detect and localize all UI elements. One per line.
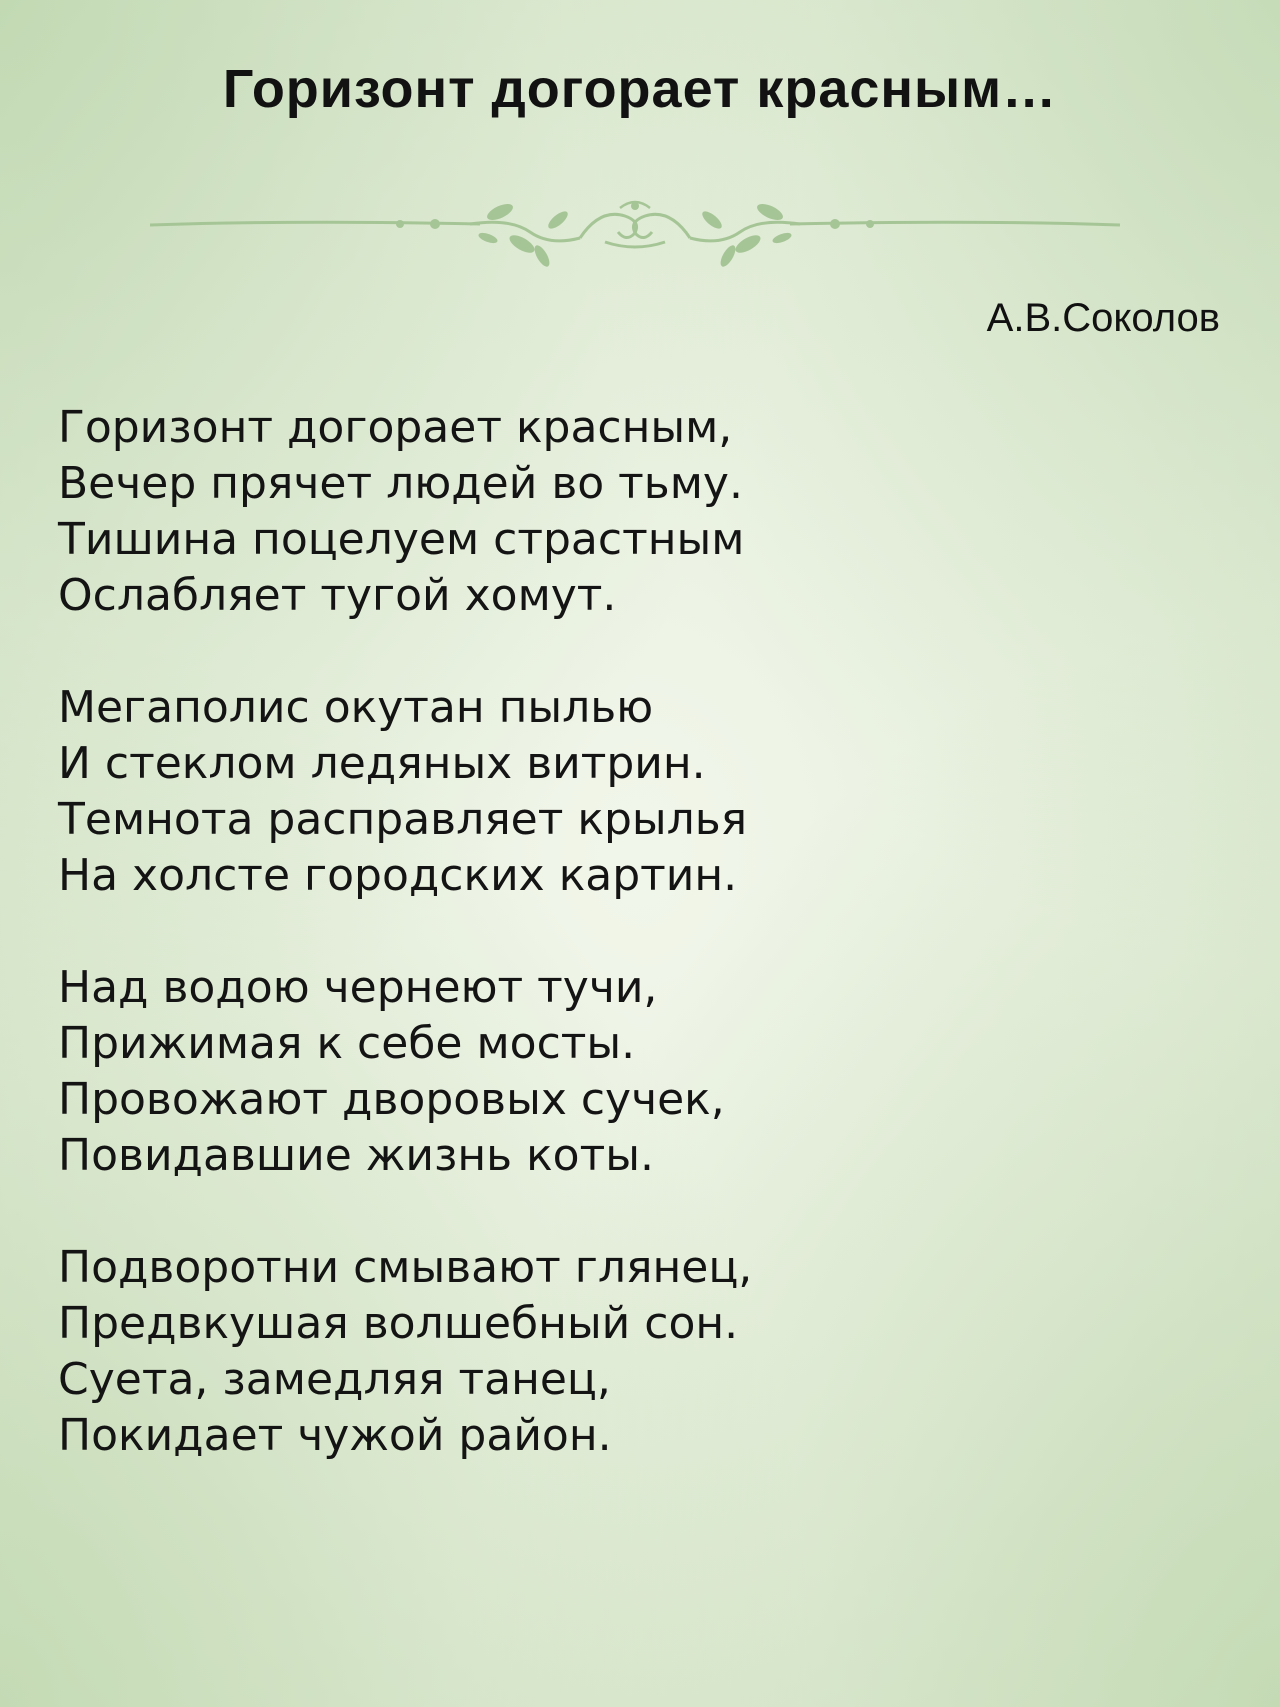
poem-line: Покидает чужой район.: [58, 1410, 612, 1461]
poem-line: На холсте городских картин.: [58, 850, 738, 901]
poem-line: Темнота расправляет крылья: [58, 794, 748, 845]
poem-line: И стеклом ледяных витрин.: [58, 738, 706, 789]
poem-line: Вечер прячет людей во тьму.: [58, 458, 743, 509]
poem-line: Над водою чернеют тучи,: [58, 962, 658, 1013]
poem-line: Суета, замедляя танец,: [58, 1354, 611, 1405]
poem-line: Подворотни смывают глянец,: [58, 1242, 753, 1293]
stanza-1: [58, 400, 1158, 624]
poem-line: Предвкушая волшебный сон.: [58, 1298, 739, 1349]
poem-line: Повидавшие жизнь коты.: [58, 1130, 654, 1181]
poem-title: Горизонт догорает красным…: [222, 59, 1058, 119]
poem-line: Провожают дворовых сучек,: [58, 1074, 725, 1125]
stanza-3: [58, 960, 1158, 1184]
poem-line: Ослабляет тугой хомут.: [58, 570, 617, 621]
poem-line: Мегаполис окутан пылью: [58, 682, 654, 733]
stanza-4: [58, 1240, 1158, 1464]
stanza-2: [58, 680, 1158, 904]
poem-body: [58, 400, 1158, 1520]
poem-line: Горизонт догорает красным,: [58, 402, 733, 453]
author-name: А.В.Соколов: [986, 296, 1220, 340]
poem-line: Прижимая к себе мосты.: [58, 1018, 636, 1069]
floral-divider-icon: [150, 198, 1120, 288]
poem-line: Тишина поцелуем страстным: [58, 514, 745, 565]
